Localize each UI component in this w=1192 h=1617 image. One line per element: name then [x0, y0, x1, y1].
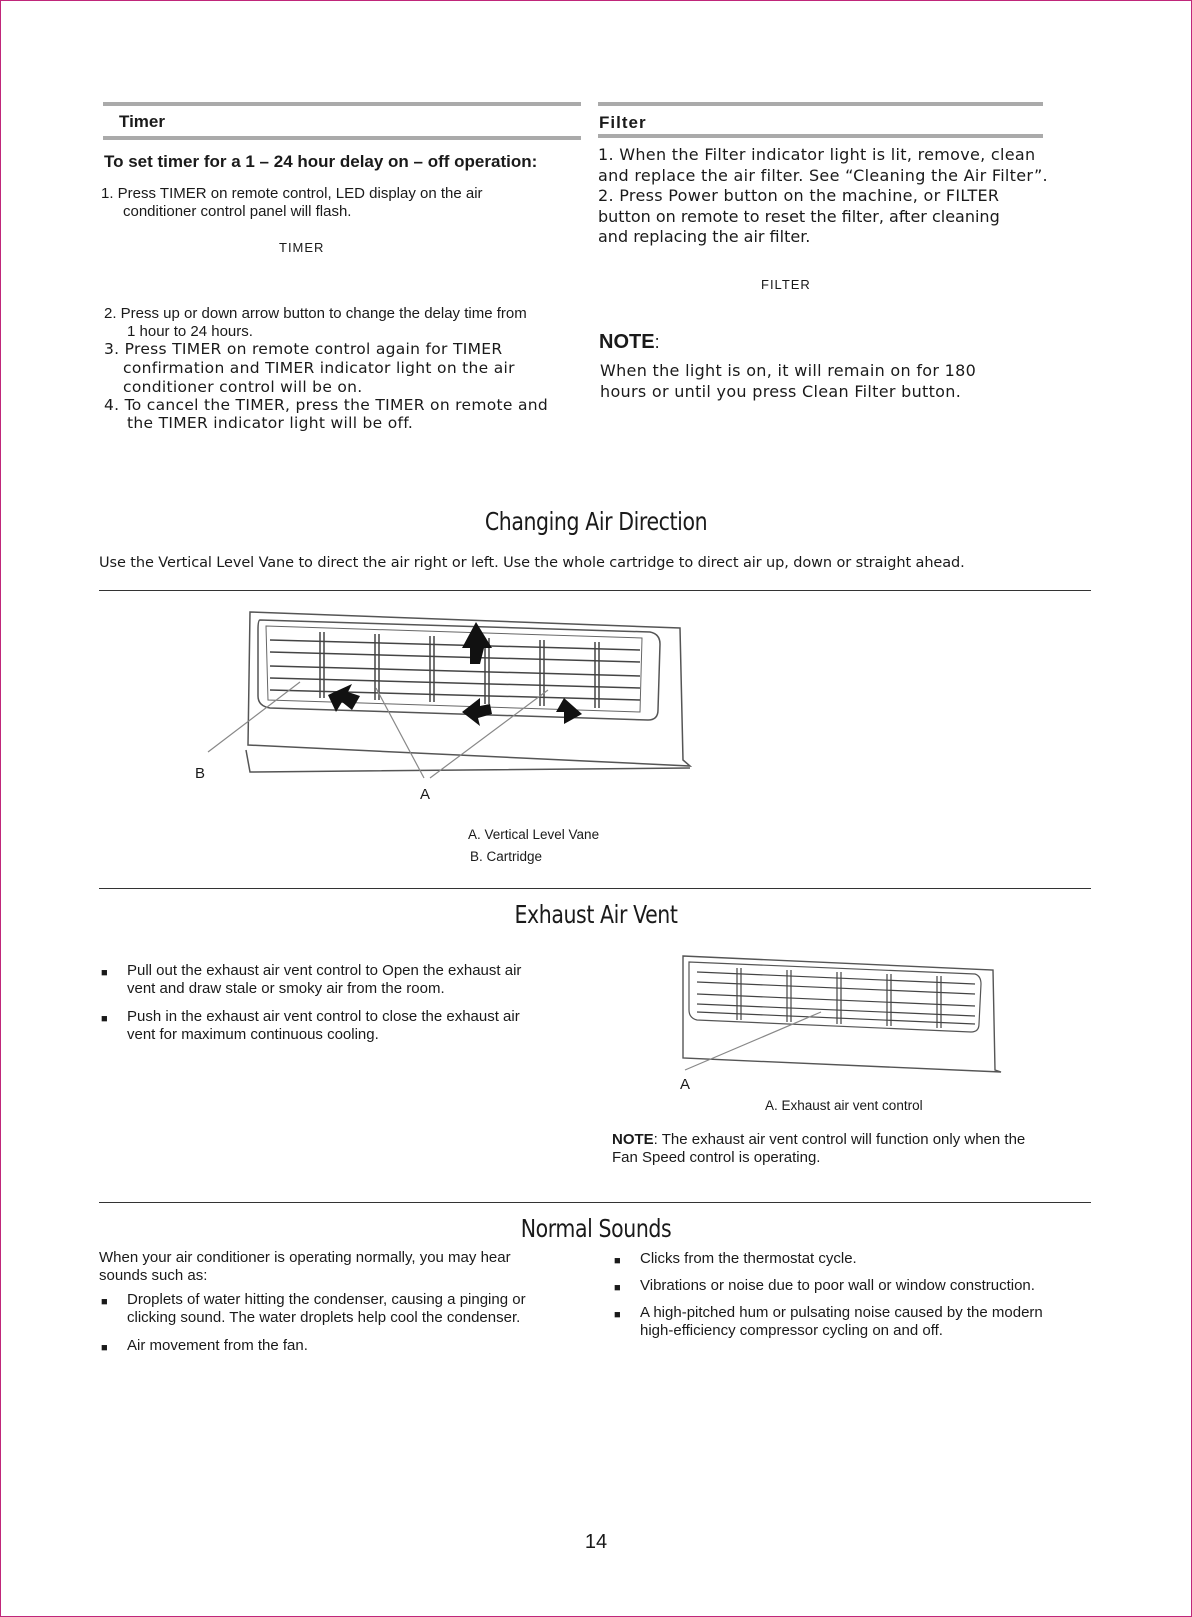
- air-direction-title: Changing Air Direction: [484, 507, 708, 536]
- right-arrow-icon: [556, 698, 582, 724]
- timer-step3-line3: conditioner control will be on.: [123, 378, 363, 396]
- timer-step4-line1: 4. To cancel the TIMER, press the TIMER on remote and: [104, 396, 549, 414]
- exhaust-diagram: [675, 950, 1005, 1080]
- filter-heading: Filter: [599, 113, 647, 132]
- filter-note-colon: :: [654, 332, 660, 352]
- exhaust-title: Exhaust Air Vent: [514, 900, 678, 929]
- air-direction-legend-a: A. Vertical Level Vane: [468, 827, 600, 842]
- exhaust-note-text: : The exhaust air vent control will function only when the: [653, 1131, 1026, 1148]
- down-arrow-icon: [462, 698, 492, 726]
- sounds-left2-glyph: ■: [101, 1342, 108, 1354]
- exhaust-bullet1-line1: Pull out the exhaust air vent control to Open the exhaust air: [127, 962, 522, 979]
- filter-line4: button on remote to reset the filter, after cleaning: [598, 207, 1000, 226]
- sounds-intro-line2: sounds such as:: [99, 1267, 208, 1284]
- sounds-right2-line1: Vibrations or noise due to poor wall or window construction.: [640, 1277, 1035, 1294]
- sounds-right3-glyph: ■: [614, 1309, 621, 1321]
- exhaust-rule: [99, 888, 1091, 889]
- timer-step2-line1: 2. Press up or down arrow button to change the delay time from: [104, 305, 527, 322]
- timer-subheading: To set timer for a 1 – 24 hour delay on – off operation:: [104, 152, 538, 171]
- filter-note-line2: hours or until you press Clean Filter button.: [600, 382, 962, 401]
- exhaust-bullet1-glyph: ■: [101, 967, 108, 979]
- timer-step1-line1: 1. Press TIMER on remote control, LED display on the air: [101, 185, 483, 202]
- air-direction-rule: [99, 590, 1091, 591]
- filter-note-line1: When the light is on, it will remain on for 180: [600, 361, 977, 380]
- timer-step2-line2: 1 hour to 24 hours.: [127, 323, 253, 340]
- sounds-left2-line1: Air movement from the fan.: [127, 1337, 308, 1354]
- air-direction-callout-a: A: [420, 786, 431, 803]
- sounds-left1-line2: clicking sound. The water droplets help cool the condenser.: [127, 1309, 521, 1326]
- exhaust-callout-a: A: [680, 1076, 691, 1093]
- sounds-right3-line1: A high-pitched hum or pulsating noise caused by the modern: [640, 1304, 1043, 1321]
- exhaust-legend-a: A. Exhaust air vent control: [765, 1098, 923, 1113]
- timer-step1-line2: conditioner control panel will flash.: [123, 203, 352, 220]
- timer-rule-bottom: [103, 136, 581, 140]
- sounds-title: Normal Sounds: [520, 1214, 672, 1243]
- filter-line5: and replacing the air filter.: [598, 227, 811, 246]
- sounds-right1-glyph: ■: [614, 1255, 621, 1267]
- timer-step3-line1: 3. Press TIMER on remote control again for TIMER: [104, 340, 503, 358]
- air-direction-intro: Use the Vertical Level Vane to direct the air right or left. Use the whole cartridge to direct air up, down or straight ahead.: [99, 555, 965, 571]
- filter-line3: 2. Press Power button on the machine, or FILTER: [598, 186, 1000, 205]
- filter-button-label: FILTER: [761, 277, 811, 292]
- exhaust-note-line2: Fan Speed control is operating.: [612, 1149, 821, 1166]
- exhaust-note-label: NOTE: [612, 1131, 654, 1148]
- exhaust-bullet2-line2: vent for maximum continuous cooling.: [127, 1026, 379, 1043]
- filter-note: [599, 331, 660, 354]
- sounds-left1-line1: Droplets of water hitting the condenser, causing a pinging or: [127, 1291, 526, 1308]
- filter-note-label: NOTE: [599, 331, 655, 353]
- air-direction-legend-b: B. Cartridge: [470, 849, 543, 864]
- sounds-intro-line1: When your air conditioner is operating normally, you may hear: [99, 1249, 511, 1266]
- filter-line1: 1. When the Filter indicator light is lit, remove, clean: [598, 145, 1036, 164]
- exhaust-bullet1-line2: vent and draw stale or smoky air from the room.: [127, 980, 445, 997]
- timer-step3-line2: confirmation and TIMER indicator light on the air: [123, 359, 515, 377]
- left-arrow-icon: [328, 684, 360, 712]
- exhaust-note-line1: [612, 1131, 1025, 1149]
- air-direction-diagram: [180, 600, 700, 810]
- timer-rule-top: [103, 102, 581, 106]
- exhaust-bullet2-line1: Push in the exhaust air vent control to close the exhaust air: [127, 1008, 520, 1025]
- timer-button-label: TIMER: [279, 240, 325, 255]
- exhaust-bullet2-glyph: ■: [101, 1013, 108, 1025]
- sounds-right1-line1: Clicks from the thermostat cycle.: [640, 1250, 857, 1267]
- timer-step4-line2: the TIMER indicator light will be off.: [127, 414, 414, 432]
- page-number: 14: [584, 1531, 608, 1553]
- filter-line2: and replace the air filter. See “Cleaning the Air Filter”.: [598, 166, 1048, 185]
- filter-rule-bottom: [598, 134, 1043, 138]
- sounds-left1-glyph: ■: [101, 1296, 108, 1308]
- timer-heading: Timer: [119, 112, 165, 131]
- filter-rule-top: [598, 102, 1043, 106]
- sounds-right2-glyph: ■: [614, 1282, 621, 1294]
- sounds-rule: [99, 1202, 1091, 1203]
- air-direction-callout-b: B: [195, 765, 206, 782]
- sounds-right3-line2: high-efficiency compressor cycling on and off.: [640, 1322, 943, 1339]
